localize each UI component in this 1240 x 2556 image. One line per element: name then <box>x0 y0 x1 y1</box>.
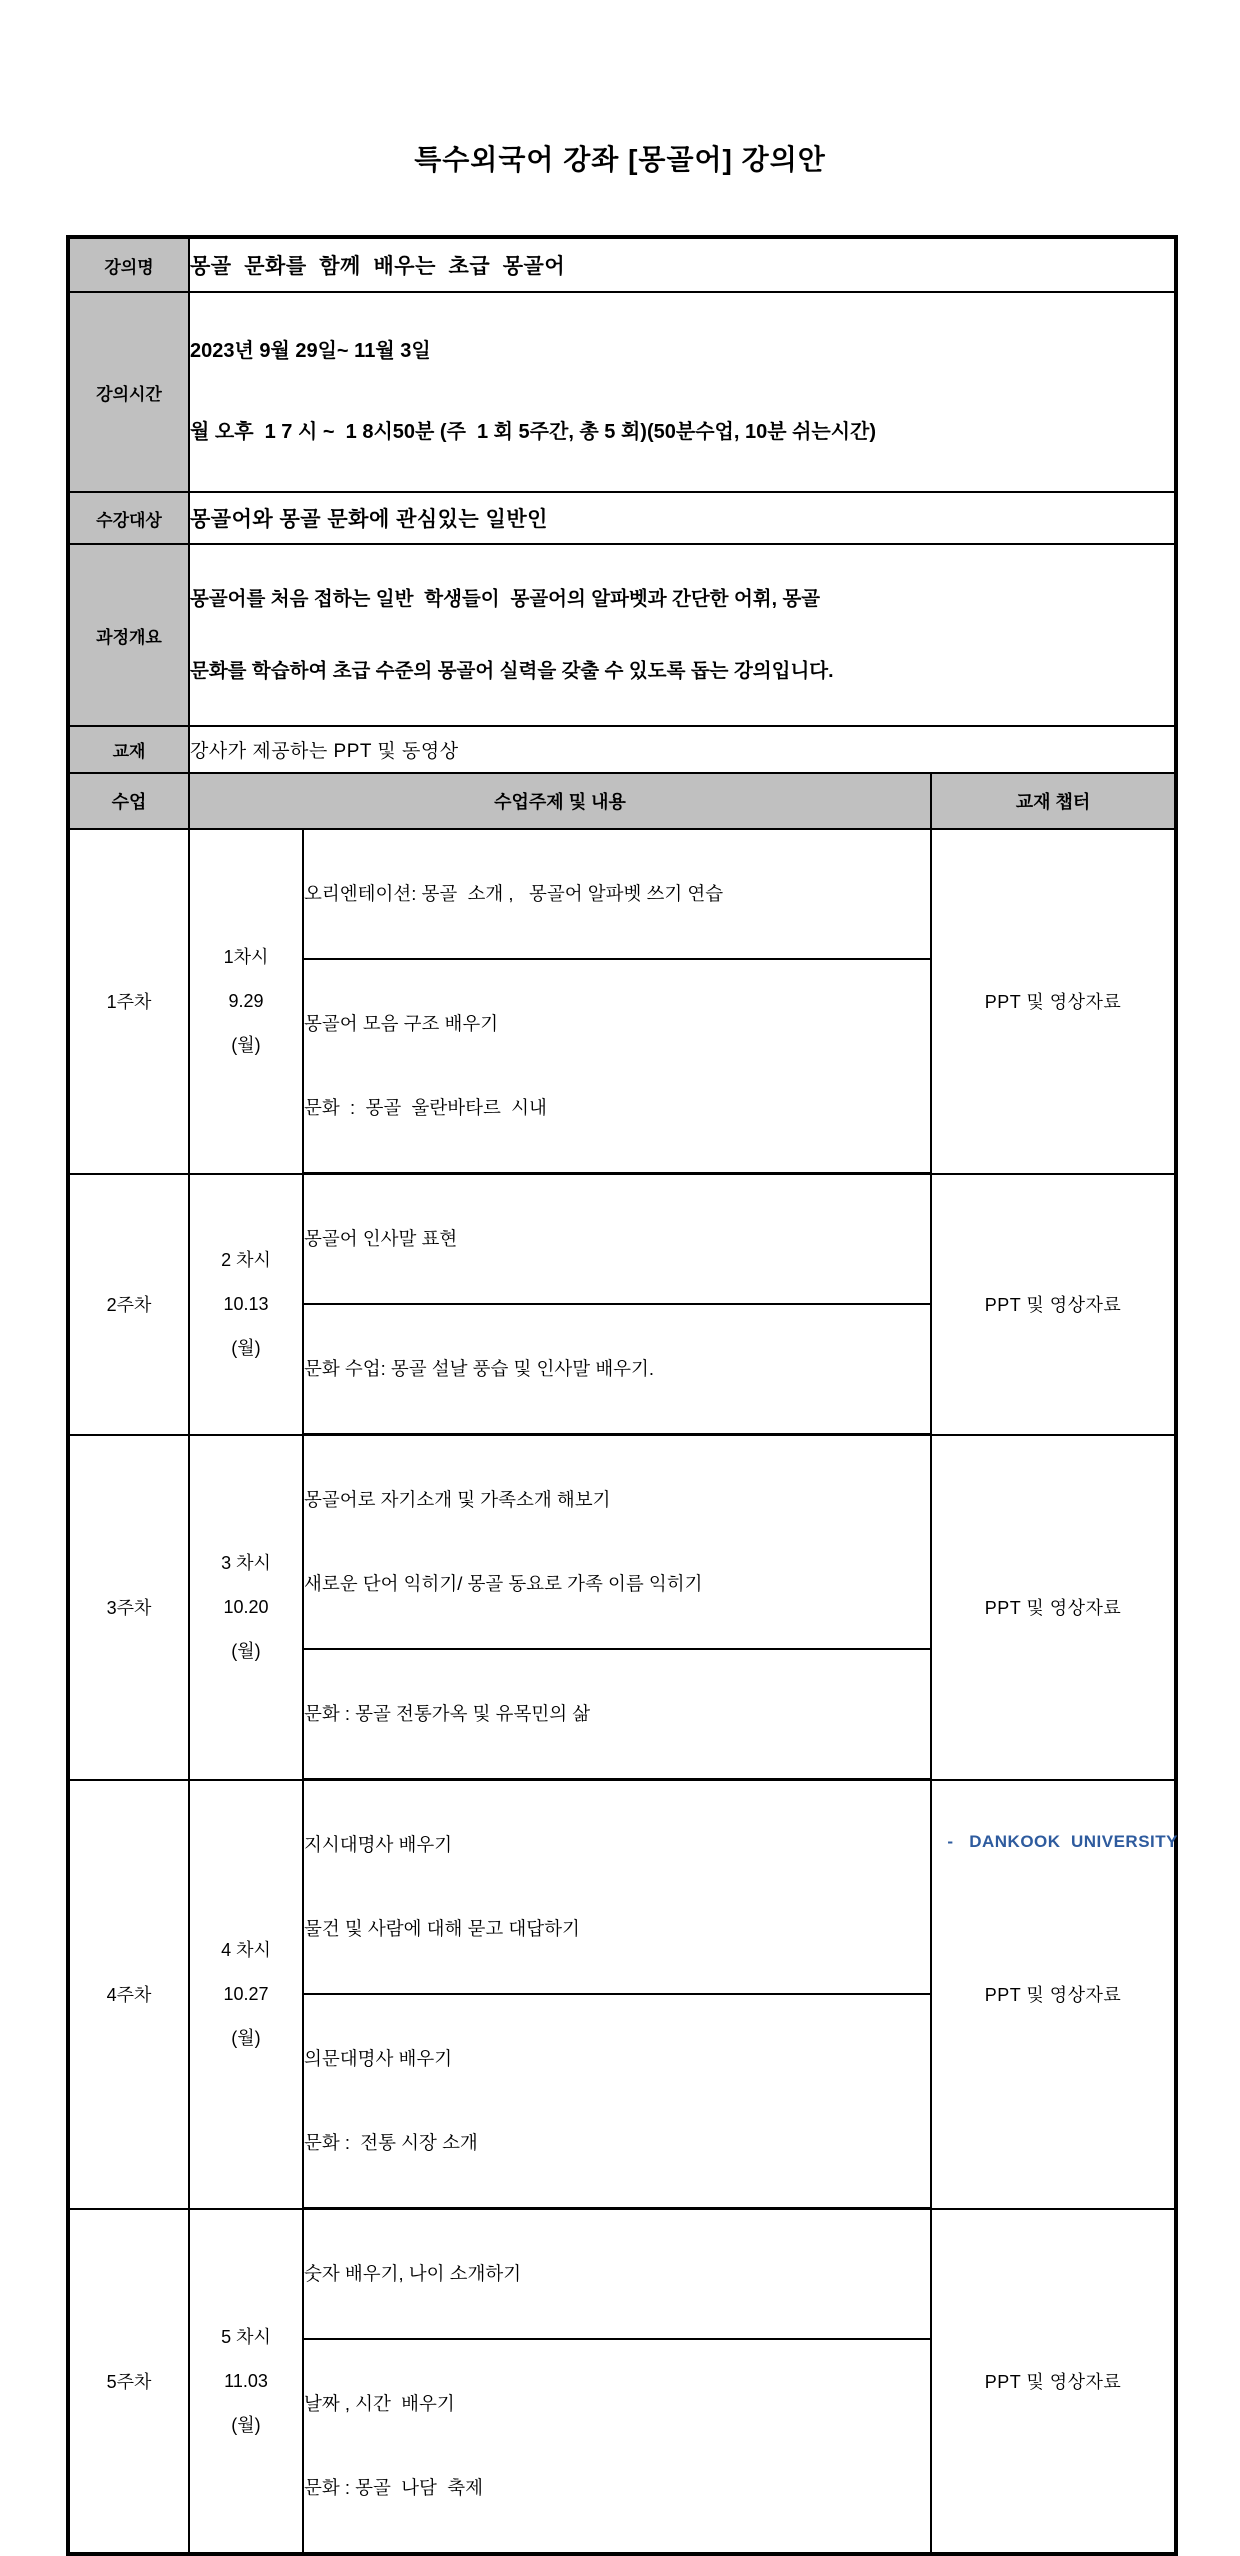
week-5-day: (월) <box>231 2414 261 2435</box>
week-1-topic-block-1 <box>303 829 931 959</box>
week-2-row-a <box>68 1174 1176 1305</box>
table-row-course-name <box>68 237 1176 292</box>
syllabus-table <box>66 235 1178 2556</box>
course-overview-line-2: 문화를 학습하여 초급 수준의 몽골어 실력을 갖출 수 있도록 돕는 강의입니다. <box>190 660 834 682</box>
week-5-chapter: PPT 및 영상자료 <box>931 2209 1176 2555</box>
week-3-date: 10.20 <box>223 1597 269 1617</box>
week-1-day: (월) <box>231 1035 261 1056</box>
topic-line: 의문대명사 배우기 <box>304 2048 453 2069</box>
document-page <box>0 138 1240 2498</box>
target-audience-value: 몽골어와 몽골 문화에 관심있는 일반인 <box>189 492 1176 544</box>
week-1-label: 1주차 <box>68 829 189 1174</box>
row-label-course-time: 강의시간 <box>68 292 189 492</box>
topic-line: 문화 : 몽골 울란바타르 시내 <box>304 1097 547 1118</box>
course-time-line-2: 월 오후 1 7 시 ~ 1 8시50분 (주 1 회 5주간, 총 5 회)(50분수업, 10분 쉬는시간) <box>190 421 877 443</box>
row-label-textbook: 교재 <box>68 726 189 773</box>
week-1-chapter: PPT 및 영상자료 <box>931 829 1176 1174</box>
week-1-date: 9.29 <box>228 991 264 1012</box>
row-label-target-audience: 수강대상 <box>68 492 189 544</box>
topic-line: 오리엔테이션: 몽골 소개 , 몽골어 알파벳 쓰기 연습 <box>304 883 724 904</box>
topic-line: 문화 : 전통 시장 소개 <box>304 2132 478 2153</box>
topic-line: 문화 수업: 몽골 설날 풍습 및 인사말 배우기. <box>304 1358 655 1379</box>
week-5-topic-block-2 <box>303 2339 931 2554</box>
textbook-value: 강사가 제공하는 PPT 및 동영상 <box>189 726 1176 773</box>
course-time-line-1: 2023년 9월 29일~ 11월 3일 <box>190 340 431 362</box>
course-name-value: 몽골 문화를 함께 배우는 초급 몽골어 <box>189 237 1176 292</box>
course-overview-value <box>189 544 1176 726</box>
header-col-topic: 수업주제 및 내용 <box>189 773 931 829</box>
topic-line: 몽골어로 자기소개 및 가족소개 해보기 <box>304 1489 611 1510</box>
week-3-topic-block-1 <box>303 1435 931 1650</box>
topic-line: 문화 : 몽골 전통가옥 및 유목민의 삶 <box>304 1703 591 1724</box>
topic-line: 지시대명사 배우기 <box>304 1834 453 1855</box>
week-5-row-a <box>68 2209 1176 2340</box>
university-footer: - DANKOOK UNIVERSITY <box>947 1832 1178 1851</box>
week-4-session-cell <box>189 1780 303 2209</box>
course-overview-line-1: 몽골어를 처음 접하는 일반 학생들이 몽골어의 알파벳과 간단한 어휘, 몽골 <box>190 588 821 610</box>
week-2-session-cell <box>189 1174 303 1435</box>
topic-line: 몽골어 인사말 표현 <box>304 1228 458 1249</box>
week-1-session: 1차시 <box>223 947 269 968</box>
week-3-topic-block-2 <box>303 1649 931 1780</box>
week-5-session-cell <box>189 2209 303 2555</box>
week-4-date: 10.27 <box>223 1984 269 2004</box>
week-5-label: 5주차 <box>68 2209 189 2555</box>
week-5-session: 5 차시 <box>221 2326 271 2347</box>
week-3-row-a <box>68 1435 1176 1650</box>
week-2-label: 2주차 <box>68 1174 189 1435</box>
header-col-chapter: 교재 챕터 <box>931 773 1176 829</box>
week-2-topic-block-2 <box>303 1304 931 1435</box>
week-2-topic-block-1 <box>303 1174 931 1305</box>
page-title: 특수외국어 강좌 [몽골어] 강의안 <box>414 144 826 175</box>
week-1-row-a <box>68 829 1176 959</box>
topic-line: 물건 및 사람에 대해 묻고 대답하기 <box>304 1918 580 1939</box>
week-4-row-a <box>68 1780 1176 1995</box>
week-3-day: (월) <box>231 1641 261 1661</box>
week-4-day: (월) <box>231 2028 261 2048</box>
week-2-date: 10.13 <box>223 1294 269 1314</box>
week-3-session: 3 차시 <box>221 1553 271 1573</box>
week-5-topic-block-1 <box>303 2209 931 2340</box>
table-row-course-overview <box>68 544 1176 726</box>
course-time-value <box>189 292 1176 492</box>
header-col-week: 수업 <box>68 773 189 829</box>
table-row-course-time <box>68 292 1176 492</box>
topic-line: 몽골어 모음 구조 배우기 <box>304 1013 499 1034</box>
week-4-topic-block-1 <box>303 1780 931 1995</box>
week-4-label: 4주차 <box>68 1780 189 2209</box>
topic-line: 날짜 , 시간 배우기 <box>304 2393 455 2414</box>
table-row-target-audience <box>68 492 1176 544</box>
week-3-chapter: PPT 및 영상자료 <box>931 1435 1176 1780</box>
topic-line: 새로운 단어 익히기/ 몽골 동요로 가족 이름 익히기 <box>304 1573 703 1594</box>
week-3-label: 3주차 <box>68 1435 189 1780</box>
week-4-topic-block-2 <box>303 1994 931 2209</box>
week-1-session-cell <box>189 829 303 1174</box>
week-5-date: 11.03 <box>224 2370 268 2391</box>
week-4-session: 4 차시 <box>221 1940 271 1960</box>
row-label-course-overview: 과정개요 <box>68 544 189 726</box>
week-3-session-cell <box>189 1435 303 1780</box>
week-2-chapter: PPT 및 영상자료 <box>931 1174 1176 1435</box>
week-4-chapter: PPT 및 영상자료 <box>931 1780 1176 2209</box>
week-2-day: (월) <box>231 1338 261 1358</box>
row-label-course-name: 강의명 <box>68 237 189 292</box>
topic-line: 문화 : 몽골 나담 축제 <box>304 2477 483 2498</box>
schedule-header-row <box>68 773 1176 829</box>
table-row-textbook <box>68 726 1176 773</box>
week-1-topic-block-2 <box>303 959 931 1174</box>
week-2-session: 2 차시 <box>221 1250 271 1270</box>
topic-line: 숫자 배우기, 나이 소개하기 <box>304 2263 522 2284</box>
